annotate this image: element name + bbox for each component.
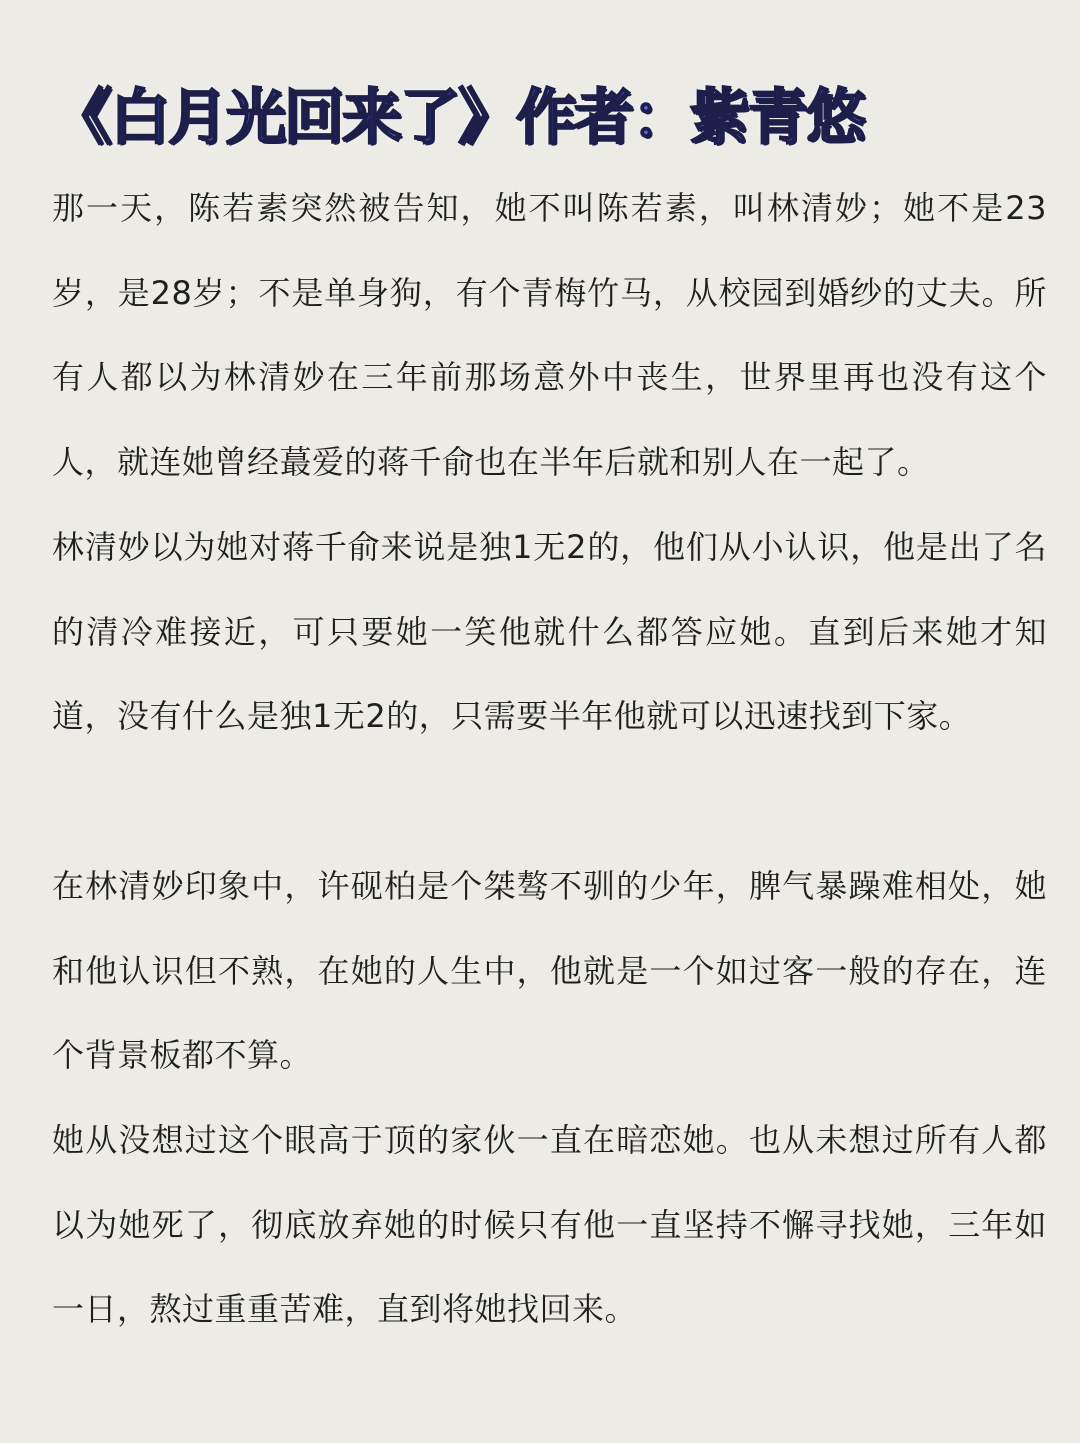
synopsis-paragraph-3: 在林清妙印象中，许砚柏是个桀骜不驯的少年，脾气暴躁难相处，她和他认识但不熟，在她的人生中，他就是一个如过客一般的存在，连个背景板都不算。 <box>52 867 1047 1074</box>
synopsis-paragraph-4: 她从没想过这个眼高于顶的家伙一直在暗恋她。也从未想过所有人都以为她死了，彻底放弃她的时候只有他一直坚持不懈寻找她，三年如一日，熬过重重苦难，直到将她找回来。 <box>52 1121 1047 1328</box>
book-title: 《白月光回来了》作者：紫青悠 <box>52 83 864 153</box>
synopsis-paragraph-2: 林清妙以为她对蒋千俞来说是独1无2的，他们从小认识，他是出了名的清冷难接近，可只要她一笑他就什么都答应她。直到后来她才知道，没有什么是独1无2的，只需要半年他就可以迅速找到下家。 <box>52 528 1047 735</box>
synopsis-paragraph-1: 那一天，陈若素突然被告知，她不叫陈若素，叫林清妙；她不是23岁，是28岁；不是单身狗，有个青梅竹马，从校园到婚纱的丈夫。所有人都以为林清妙在三年前那场意外中丧生，世界里再也没有这个人，就连她曾经蕞爱的蒋千俞也在半年后就和别人在一起了。 <box>52 189 1047 481</box>
